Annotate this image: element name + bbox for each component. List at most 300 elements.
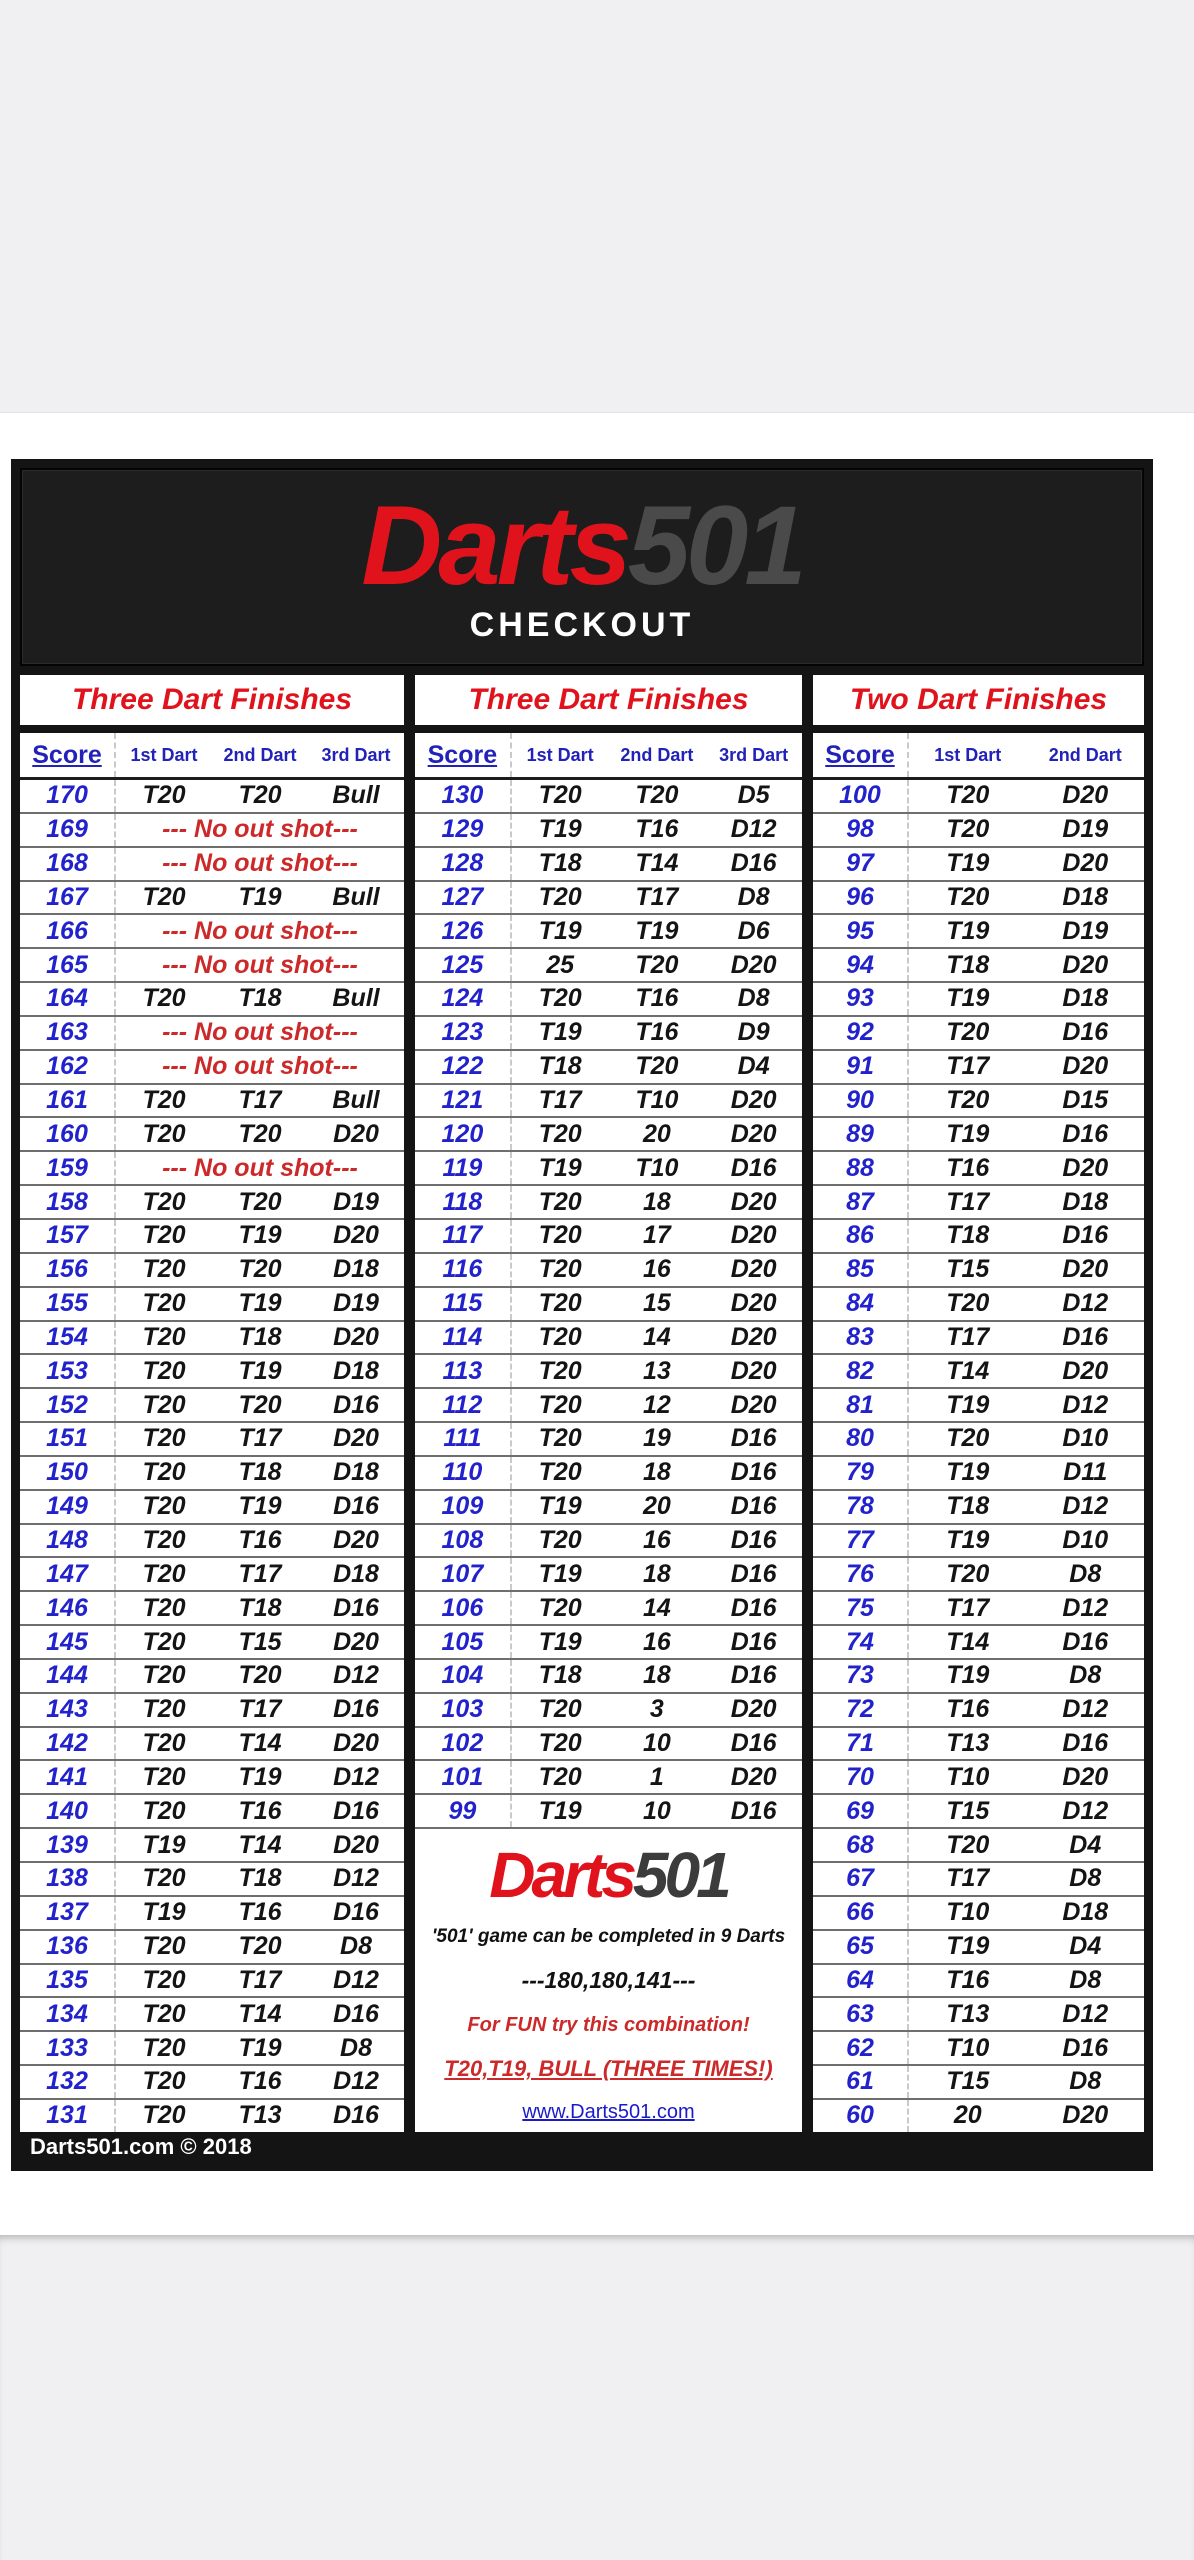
table-row (813, 1184, 1144, 1218)
dart-value: 13 (642, 1356, 671, 1385)
dart-value: D8 (340, 1932, 372, 1961)
dart-value: T17 (946, 1187, 990, 1216)
table-row (415, 1320, 802, 1354)
dart-value: T19 (946, 1932, 990, 1961)
dart-value: T20 (946, 1289, 990, 1318)
table-row (813, 1286, 1144, 1320)
dart-value: T17 (538, 1086, 582, 1115)
dart-value: D16 (333, 1796, 379, 1825)
table-row (813, 1150, 1144, 1184)
table-row (20, 1015, 404, 1049)
score-value: 170 (20, 780, 116, 812)
dart-value: Bull (332, 1086, 380, 1115)
no-out-shot-label: --- No out shot--- (162, 849, 358, 878)
dart-value: D16 (1062, 1627, 1109, 1656)
dart-value: 20 (642, 1492, 671, 1521)
dart-value: T16 (635, 815, 679, 844)
dart-value: D16 (730, 1492, 777, 1521)
score-value: 113 (415, 1355, 512, 1387)
dart-value: T20 (635, 781, 679, 810)
dart-value: T17 (946, 1322, 990, 1351)
score-value: 134 (20, 1998, 116, 2030)
dart-value: D16 (730, 1559, 777, 1588)
table-row (415, 947, 802, 981)
score-value: 168 (20, 848, 116, 880)
dart-value: T18 (238, 1322, 282, 1351)
dart-value: T20 (238, 1661, 282, 1690)
table-row (813, 2098, 1144, 2132)
dart-value: T17 (238, 1559, 282, 1588)
dart-value: T20 (142, 1086, 186, 1115)
dart-value: T19 (946, 1119, 990, 1148)
table-row (20, 1963, 404, 1997)
dart-value: T16 (946, 1153, 990, 1182)
table-row (813, 812, 1144, 846)
dart-value: 10 (642, 1729, 671, 1758)
table-row (813, 880, 1144, 914)
dart-value: T20 (142, 1695, 186, 1724)
score-value: 164 (20, 983, 116, 1015)
dart-value: 15 (642, 1289, 671, 1318)
score-value: 101 (415, 1761, 512, 1793)
dart-value: D12 (333, 2067, 379, 2096)
dart-value: T14 (238, 1830, 282, 1859)
dart-value: D20 (333, 1525, 379, 1554)
dart-value: T16 (635, 1018, 679, 1047)
dart-value: T13 (946, 1999, 990, 2028)
dart-value: T20 (538, 1255, 582, 1284)
dart-value: T17 (238, 1695, 282, 1724)
table-row (813, 1658, 1144, 1692)
score-value: 121 (415, 1085, 512, 1117)
dart-value: 18 (642, 1559, 671, 1588)
table-row (813, 1692, 1144, 1726)
score-value: 159 (20, 1152, 116, 1184)
third-dart-column-header: 3rd Dart (321, 744, 391, 765)
table-row (415, 981, 802, 1015)
dart-value: D19 (333, 1289, 379, 1318)
no-out-shot-label: --- No out shot--- (162, 1018, 358, 1047)
no-out-shot-label: --- No out shot--- (162, 916, 358, 945)
table-row (415, 1692, 802, 1726)
dart-value: D12 (333, 1762, 379, 1791)
score-value: 117 (415, 1220, 512, 1252)
dart-value: T19 (538, 1018, 582, 1047)
score-value: 106 (415, 1592, 512, 1624)
dart-value: T16 (238, 1525, 282, 1554)
score-value: 69 (813, 1795, 909, 1827)
dart-value: 14 (642, 1322, 671, 1351)
dart-value: T20 (538, 1221, 582, 1250)
score-value: 150 (20, 1457, 116, 1489)
darts501-logo-small (489, 1839, 728, 1911)
score-value: 126 (415, 915, 512, 947)
table-row (20, 913, 404, 947)
dart-value: T20 (238, 1932, 282, 1961)
bottom-background-band (0, 2235, 1194, 2560)
dart-value: D8 (1069, 1864, 1102, 1893)
score-value: 64 (813, 1965, 909, 1997)
dart-value: T19 (538, 1492, 582, 1521)
darts501-website-link[interactable]: www.Darts501.com (522, 2100, 695, 2123)
score-value: 145 (20, 1626, 116, 1658)
score-value: 144 (20, 1660, 116, 1692)
score-value: 70 (813, 1761, 909, 1793)
table-row (813, 1759, 1144, 1793)
dart-value: T16 (238, 1898, 282, 1927)
dart-value: D9 (737, 1018, 770, 1047)
table-row (813, 1387, 1144, 1421)
dart-value: D20 (333, 1221, 379, 1250)
score-value: 122 (415, 1051, 512, 1083)
dart-value: T14 (635, 849, 679, 878)
score-value: 95 (813, 915, 909, 947)
score-value: 125 (415, 949, 512, 981)
score-value: 110 (415, 1457, 512, 1489)
dart-value: T20 (946, 1018, 990, 1047)
score-value: 82 (813, 1355, 909, 1387)
dart-value: D20 (1062, 781, 1109, 810)
score-value: 111 (415, 1423, 512, 1455)
score-value: 137 (20, 1897, 116, 1929)
dart-value: T20 (142, 2033, 186, 2062)
table-row (813, 1996, 1144, 2030)
dart-value: D18 (333, 1458, 379, 1487)
score-value: 65 (813, 1931, 909, 1963)
dart-value: D18 (333, 1559, 379, 1588)
table-row (813, 780, 1144, 812)
score-value: 166 (20, 915, 116, 947)
dart-value: D16 (1062, 1018, 1109, 1047)
copyright-footer: Darts501.com © 2018 (30, 2134, 252, 2159)
dart-value: 16 (642, 1627, 671, 1656)
dart-value: T20 (538, 1289, 582, 1318)
score-value: 90 (813, 1085, 909, 1117)
score-value: 96 (813, 882, 909, 914)
dart-value: T20 (538, 1119, 582, 1148)
dart-value: T14 (238, 1729, 282, 1758)
dart-value: D20 (333, 1119, 379, 1148)
table-row (813, 1929, 1144, 1963)
table-row (20, 1895, 404, 1929)
dart-value: T20 (238, 1390, 282, 1419)
score-value: 155 (20, 1288, 116, 1320)
dart-value: T20 (635, 1052, 679, 1081)
table-row (20, 1286, 404, 1320)
dart-value: D8 (737, 984, 770, 1013)
dart-value: T17 (238, 1424, 282, 1453)
dart-value: T20 (946, 815, 990, 844)
dart-value: T20 (538, 1187, 582, 1216)
table-row (415, 1590, 802, 1624)
dart-value: T20 (142, 1593, 186, 1622)
score-value: 94 (813, 949, 909, 981)
dart-value: T20 (538, 1729, 582, 1758)
table-row (20, 2098, 404, 2132)
column-header (20, 733, 404, 780)
dart-value: T18 (238, 984, 282, 1013)
table-row (20, 880, 404, 914)
table-row (20, 1726, 404, 1760)
table-row (20, 1827, 404, 1861)
dart-value: D5 (737, 781, 770, 810)
table-row (813, 1218, 1144, 1252)
dart-value: T19 (538, 916, 582, 945)
score-value: 114 (415, 1322, 512, 1354)
info-nine-dart-combo: ---180,180,141--- (521, 1967, 696, 1994)
table-row (813, 1556, 1144, 1590)
dart-value: T20 (142, 1255, 186, 1284)
score-value: 62 (813, 2032, 909, 2064)
dart-value: D20 (1062, 950, 1109, 979)
dart-value: T20 (142, 1525, 186, 1554)
dart-value: 16 (642, 1525, 671, 1554)
table-row (415, 1556, 802, 1590)
score-value: 88 (813, 1152, 909, 1184)
dart-value: D16 (730, 1627, 777, 1656)
dart-value: T20 (142, 1796, 186, 1825)
score-value: 136 (20, 1931, 116, 1963)
dart-value: T20 (538, 1356, 582, 1385)
dart-value: T20 (538, 1322, 582, 1351)
column-three-dart-2 (415, 733, 802, 2132)
table-row (20, 1184, 404, 1218)
dart-value: T20 (142, 1965, 186, 1994)
score-value: 152 (20, 1389, 116, 1421)
score-value: 160 (20, 1118, 116, 1150)
dart-value: T14 (238, 1999, 282, 2028)
table-row (415, 780, 802, 812)
dart-value: 12 (642, 1390, 671, 1419)
dart-value: D20 (333, 1627, 379, 1656)
score-value: 157 (20, 1220, 116, 1252)
table-row (20, 1387, 404, 1421)
dart-value: D16 (730, 849, 777, 878)
dart-value: D20 (333, 1322, 379, 1351)
score-value: 153 (20, 1355, 116, 1387)
third-dart-column-header: 3rd Dart (719, 744, 789, 765)
table-row (415, 1523, 802, 1557)
dart-value: D16 (333, 1492, 379, 1521)
score-value: 87 (813, 1186, 909, 1218)
table-row (415, 1015, 802, 1049)
score-value: 135 (20, 1965, 116, 1997)
info-fun-combo: T20,T19, BULL (THREE TIMES!) (444, 2055, 773, 2081)
score-value: 77 (813, 1525, 909, 1557)
info-fun-note: For FUN try this combination! (467, 2013, 750, 2036)
score-value: 142 (20, 1728, 116, 1760)
table-row (415, 846, 802, 880)
table-row (20, 2030, 404, 2064)
second-dart-column-header: 2nd Dart (1048, 744, 1122, 765)
dart-value: T14 (946, 1627, 990, 1656)
score-value: 98 (813, 814, 909, 846)
dart-value: T10 (635, 1086, 679, 1115)
dart-value: T20 (142, 1221, 186, 1250)
checkout-chart (11, 459, 1153, 2171)
table-row (813, 1455, 1144, 1489)
table-row (813, 1320, 1144, 1354)
dart-value: T15 (946, 2067, 990, 2096)
dart-value: D20 (730, 1390, 777, 1419)
dart-value: T19 (238, 1289, 282, 1318)
dart-value: T19 (142, 1830, 186, 1859)
dart-value: T19 (538, 1796, 582, 1825)
score-value: 169 (20, 814, 116, 846)
table-row (20, 780, 404, 812)
dart-value: T10 (946, 1762, 990, 1791)
dart-value: T20 (538, 1390, 582, 1419)
dart-value: T20 (538, 1695, 582, 1724)
dart-value: T20 (142, 882, 186, 911)
score-value: 84 (813, 1288, 909, 1320)
score-value: 81 (813, 1389, 909, 1421)
dart-value: 17 (642, 1221, 671, 1250)
dart-value: D12 (1062, 1695, 1109, 1724)
masthead (20, 468, 1144, 666)
dart-value: D11 (1063, 1458, 1108, 1487)
dart-value: D20 (730, 1322, 777, 1351)
dart-value: T20 (142, 2067, 186, 2096)
score-value: 109 (415, 1491, 512, 1523)
first-dart-column-header: 1st Dart (130, 744, 198, 765)
dart-value: D12 (333, 1965, 379, 1994)
dart-value: D18 (333, 1356, 379, 1385)
dart-value: D16 (730, 1525, 777, 1554)
score-value: 108 (415, 1525, 512, 1557)
logo-text-darts: Darts (489, 1839, 633, 1911)
logo-text-501: 501 (632, 1839, 728, 1911)
table-row (415, 1184, 802, 1218)
score-value: 91 (813, 1051, 909, 1083)
score-value: 146 (20, 1592, 116, 1624)
table-row (415, 1658, 802, 1692)
dart-value: T19 (238, 882, 282, 911)
dart-value: T20 (538, 1593, 582, 1622)
score-value: 100 (813, 780, 909, 812)
score-value: 74 (813, 1626, 909, 1658)
score-value: 83 (813, 1322, 909, 1354)
dart-value: T20 (538, 1525, 582, 1554)
score-value: 130 (415, 780, 512, 812)
score-value: 116 (415, 1254, 512, 1286)
first-dart-column-header: 1st Dart (526, 744, 594, 765)
dart-value: D16 (730, 1424, 777, 1453)
dart-value: T20 (142, 1932, 186, 1961)
table-row (20, 981, 404, 1015)
table-row (813, 1624, 1144, 1658)
table-row (20, 1793, 404, 1827)
dart-value: T20 (142, 1356, 186, 1385)
dart-value: T18 (946, 1492, 990, 1521)
table-row (20, 1218, 404, 1252)
table-row (415, 1353, 802, 1387)
dart-value: T20 (238, 781, 282, 810)
score-value: 129 (415, 814, 512, 846)
score-value: 141 (20, 1761, 116, 1793)
dart-value: 18 (642, 1661, 671, 1690)
dart-value: D4 (737, 1052, 770, 1081)
dart-value: D19 (1062, 815, 1109, 844)
dart-value: T20 (142, 984, 186, 1013)
dart-value: D16 (1062, 1221, 1109, 1250)
dart-value: D20 (1062, 1153, 1109, 1182)
dart-value: T20 (635, 950, 679, 979)
dart-value: Bull (332, 984, 380, 1013)
score-value: 123 (415, 1017, 512, 1049)
section-title-three-dart-2: Three Dart Finishes (415, 675, 802, 725)
dart-value: 18 (642, 1187, 671, 1216)
dart-value: T10 (946, 1898, 990, 1927)
dart-value: T20 (538, 882, 582, 911)
dart-value: D16 (1062, 1322, 1109, 1351)
dart-value: D12 (730, 815, 777, 844)
dart-value: T19 (946, 1390, 990, 1419)
dart-value: T19 (946, 1458, 990, 1487)
score-value: 107 (415, 1558, 512, 1590)
score-value: 67 (813, 1863, 909, 1895)
score-value: 115 (415, 1288, 512, 1320)
dart-value: D8 (340, 2033, 372, 2062)
table-row (20, 1150, 404, 1184)
second-dart-column-header: 2nd Dart (620, 744, 694, 765)
dart-value: T20 (538, 984, 582, 1013)
dart-value: D20 (730, 1086, 777, 1115)
column-two-dart (813, 733, 1144, 2132)
dart-value: D20 (1062, 1762, 1109, 1791)
dart-value: D16 (333, 1390, 379, 1419)
score-value: 86 (813, 1220, 909, 1252)
dart-value: T19 (238, 2033, 282, 2062)
dart-value: D8 (1069, 1559, 1102, 1588)
table-row (813, 1726, 1144, 1760)
dart-value: T20 (142, 1322, 186, 1351)
table-row (20, 1692, 404, 1726)
table-row (20, 1421, 404, 1455)
dart-value: D12 (1062, 1796, 1109, 1825)
dart-value: D20 (333, 1830, 379, 1859)
table-row (20, 2064, 404, 2098)
checkout-rows (813, 780, 1144, 2132)
dart-value: T20 (142, 1424, 186, 1453)
score-value: 61 (813, 2066, 909, 2098)
dart-value: T20 (142, 1729, 186, 1758)
dart-value: T16 (946, 1695, 990, 1724)
table-row (20, 812, 404, 846)
table-row (415, 880, 802, 914)
dart-value: T20 (946, 882, 990, 911)
score-value: 127 (415, 882, 512, 914)
dart-value: D16 (333, 1593, 379, 1622)
no-out-shot-label: --- No out shot--- (162, 815, 358, 844)
dart-value: T19 (946, 1525, 990, 1554)
score-value: 148 (20, 1525, 116, 1557)
table-row (415, 1455, 802, 1489)
score-value: 143 (20, 1694, 116, 1726)
dart-value: D16 (333, 1898, 379, 1927)
dart-value: T17 (635, 882, 679, 911)
top-background-band (0, 0, 1194, 413)
score-value: 78 (813, 1491, 909, 1523)
checkout-rows (415, 780, 802, 1827)
dart-value: T19 (238, 1221, 282, 1250)
table-row (20, 1996, 404, 2030)
table-row (813, 1083, 1144, 1117)
score-value: 118 (415, 1186, 512, 1218)
table-row (813, 1895, 1144, 1929)
score-value: 132 (20, 2066, 116, 2098)
dart-value: T19 (538, 1153, 582, 1182)
